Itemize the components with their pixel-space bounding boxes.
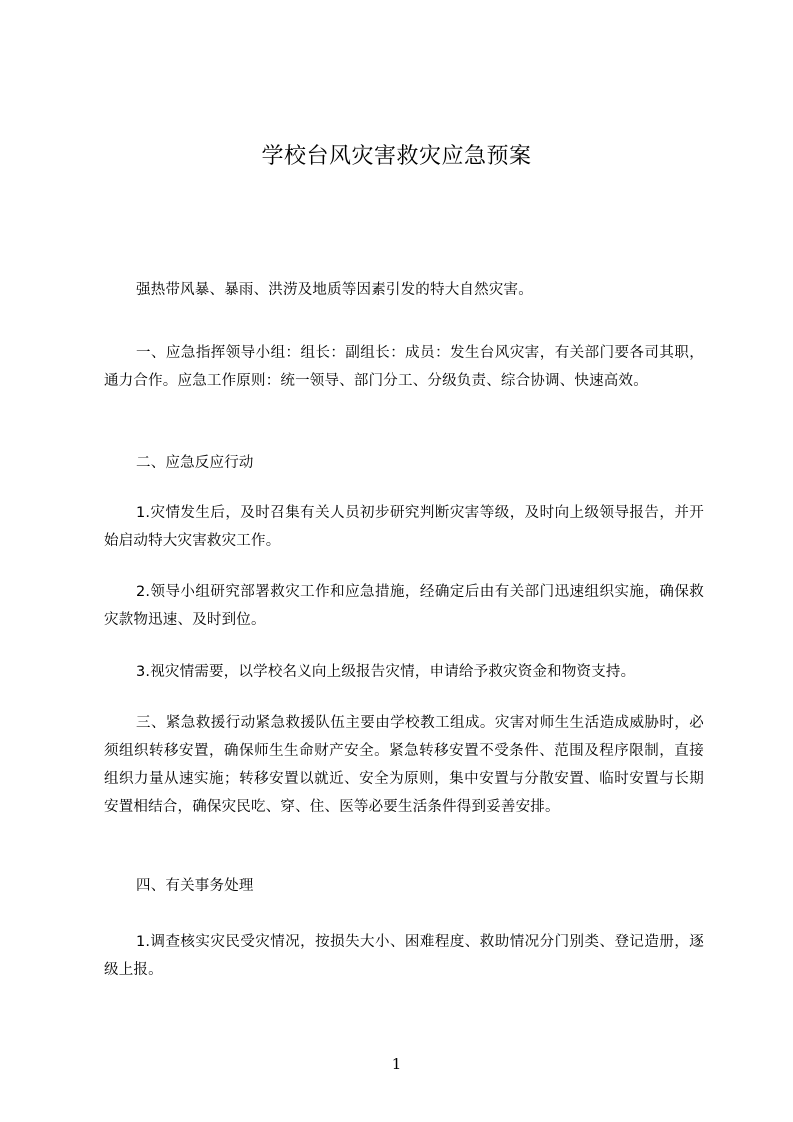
section-2-item-3: 3.视灾情需要，以学校名义向上级报告灾情，申请给予救灾资金和物资支持。	[136, 664, 636, 680]
section-2-item-2: 2.领导小组研究部署救灾工作和应急措施，经确定后由有关部门迅速组织实施，确保救灾款物迅速、及时到位。	[104, 584, 704, 628]
section-2-item-1: 1.灾情发生后，及时召集有关人员初步研究判断灾害等级，及时向上级领导报告，并开始启动特大灾害救灾工作。	[104, 505, 704, 549]
page-title: 学校台风灾害救灾应急预案	[261, 144, 532, 169]
section-4-heading: 四、有关事务处理	[136, 878, 254, 894]
section-3-rescue-paragraph: 三、紧急救援行动紧急救援队伍主要由学校教工组成。灾害对师生生活造成威胁时，必须组织转移安置，确保师生生命财产安全。紧急转移安置不受条件、范围及程序限制，直接组织力量从速实施；转移安置以就近、安全为原则，集中安置与分散安置、临时安置与长期安置相结合，确保灾民吃、穿、住、医等必要生活条件得到妥善安排。	[104, 715, 704, 815]
intro-paragraph: 强热带风暴、暴雨、洪涝及地质等因素引发的特大自然灾害。	[136, 282, 533, 298]
section-4-item-1: 1.调查核实灾民受灾情况，按损失大小、困难程度、救助情况分门别类、登记造册，逐级上报。	[104, 934, 704, 978]
page-number: 1	[391, 1055, 402, 1073]
section-2-heading: 二、应急反应行动	[136, 455, 254, 471]
section-1-leadership-paragraph: 一、应急指挥领导小组：组长：副组长：成员：发生台风灾害，有关部门要各司其职，通力合作。应急工作原则：统一领导、部门分工、分级负责、综合协调、快速高效。	[104, 345, 704, 389]
